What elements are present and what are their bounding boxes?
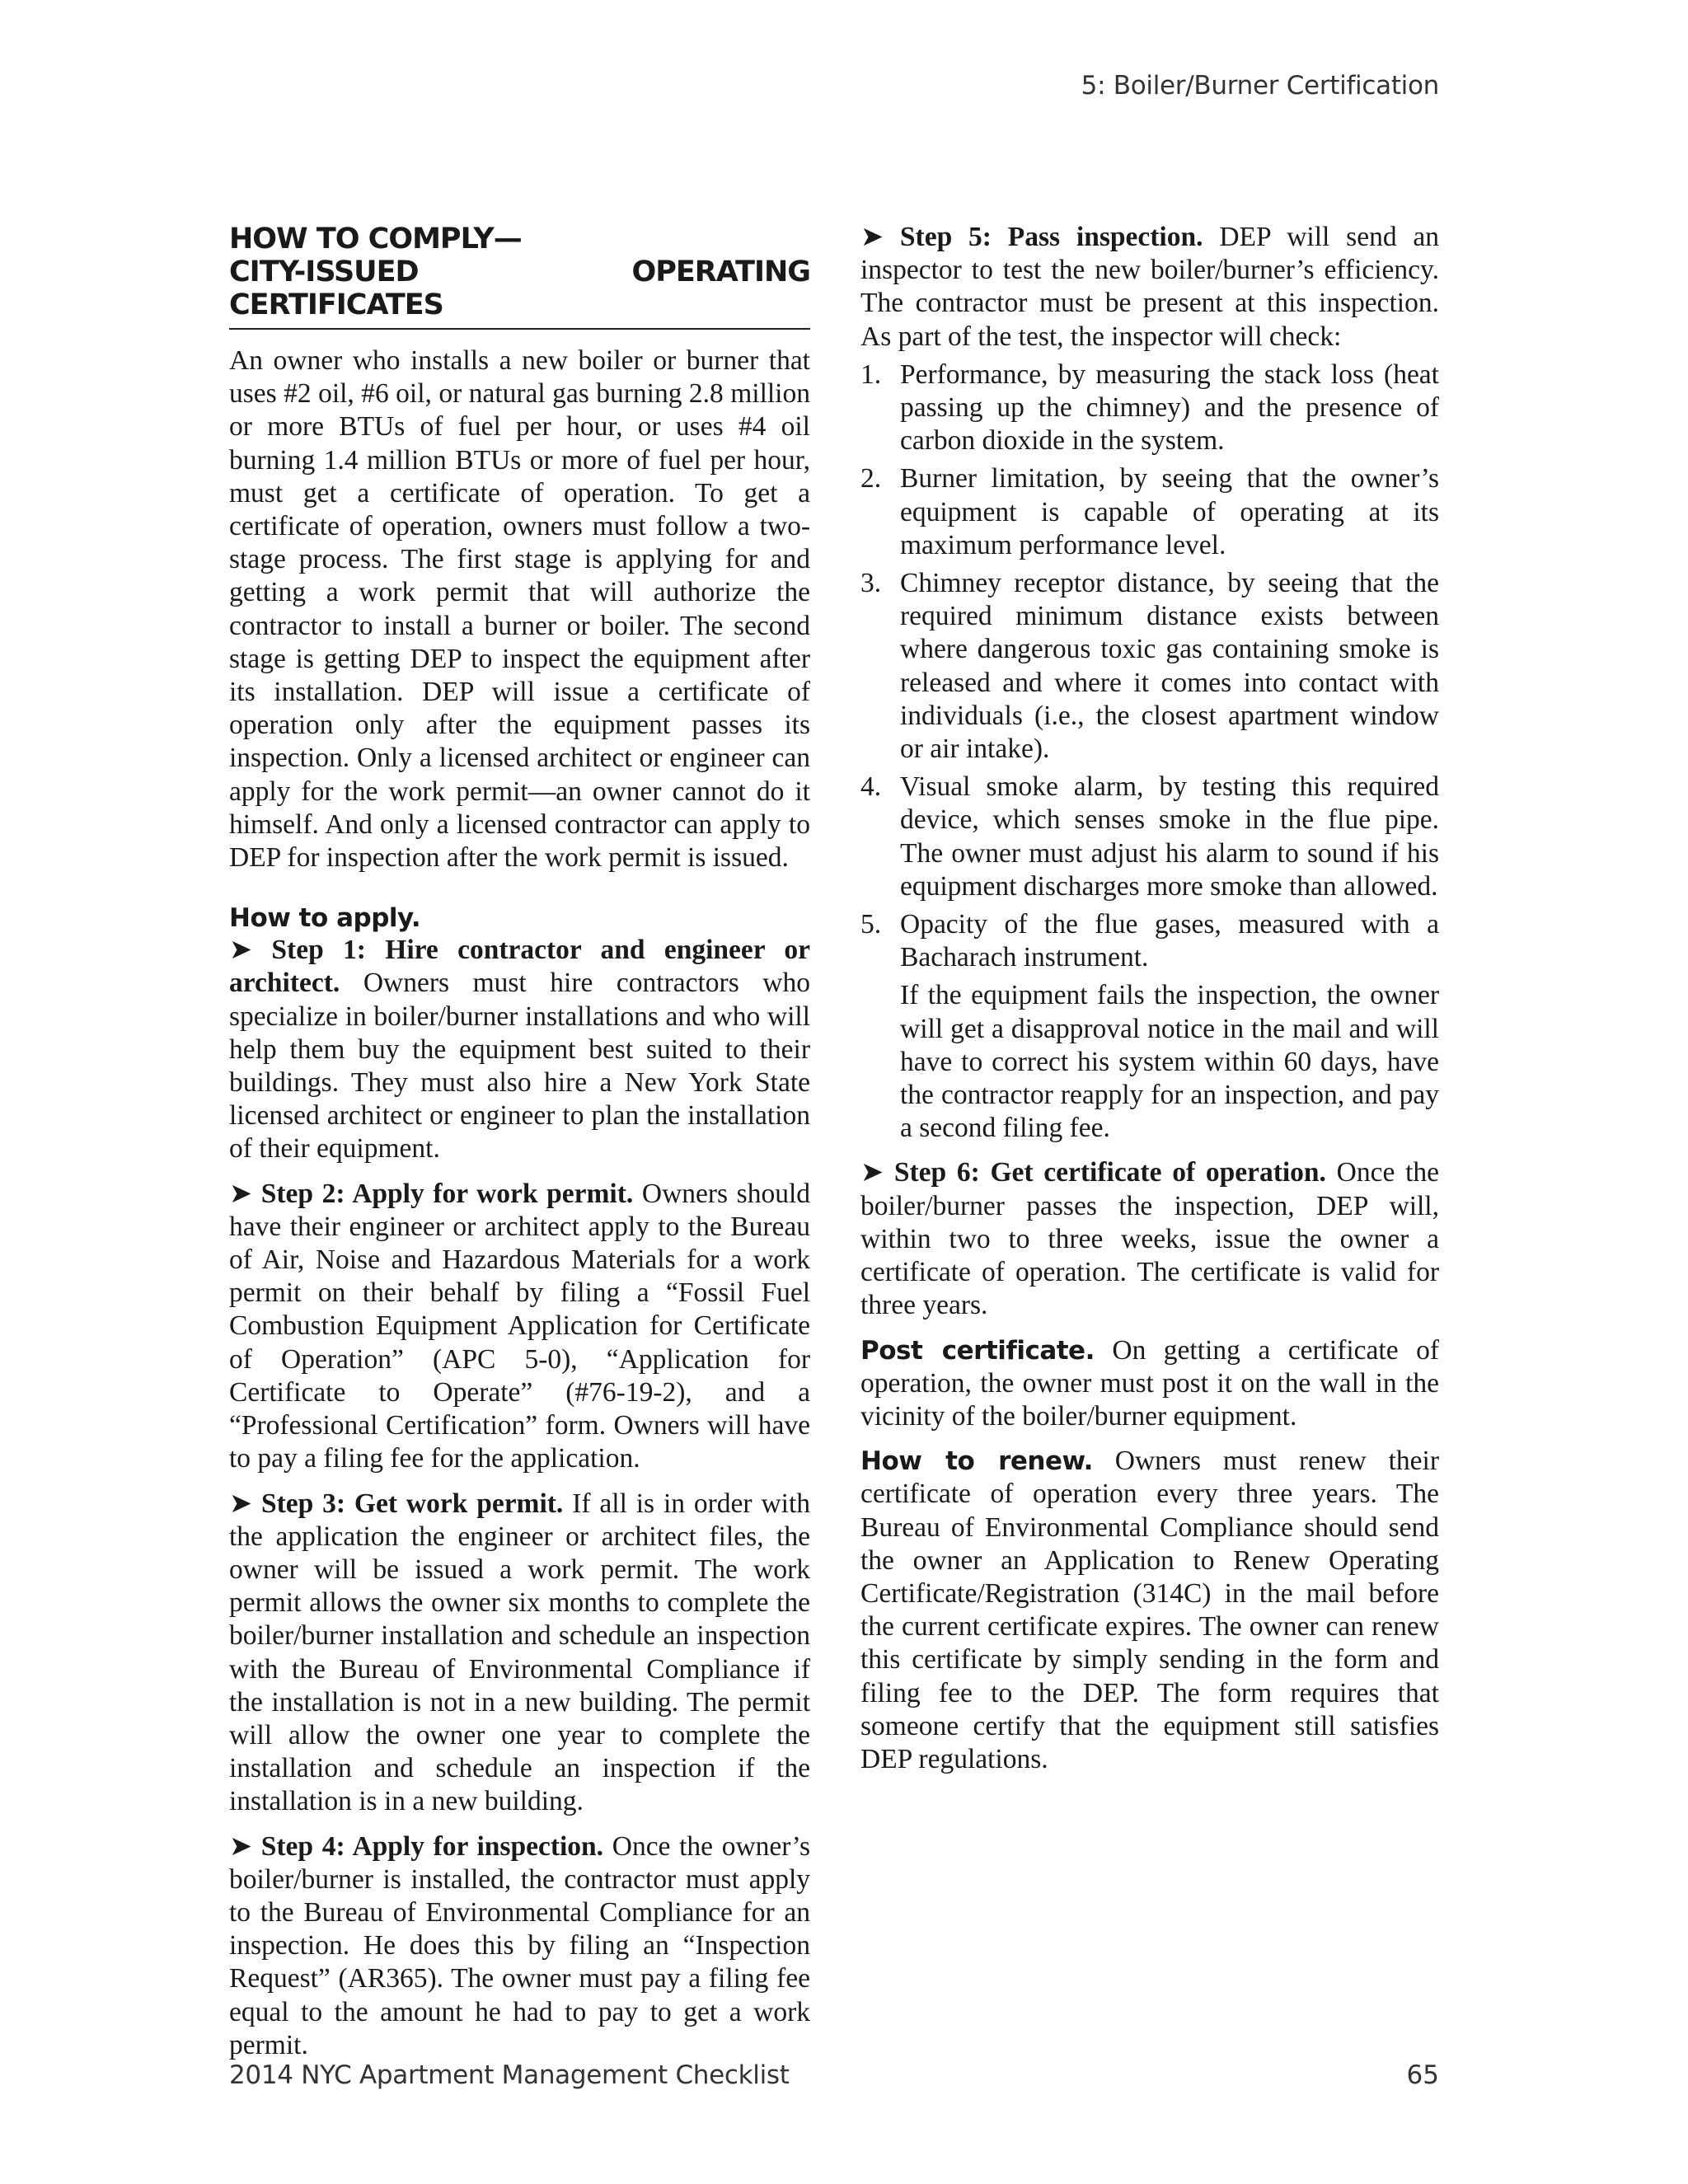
list-number: 5. — [860, 909, 882, 940]
section-title — [229, 223, 810, 330]
left-column — [229, 223, 810, 2062]
step-6 — [860, 1156, 1439, 1322]
step-4 — [229, 1830, 810, 2062]
step-label: Step 3: Get work permit. — [260, 1488, 564, 1519]
step-label: Step 4: Apply for inspection. — [260, 1830, 604, 1862]
step-5 — [860, 221, 1439, 354]
list-item — [860, 771, 1439, 903]
how-to-renew-paragraph — [860, 1445, 1439, 1776]
fail-note: If the equipment fails the inspection, the owner will get a disapproval notice in the mail and will have to correct his system within 60 days, have the contractor reapply for an inspection, and pay a second filing fee. — [900, 980, 1439, 1144]
step-label: Step 1: Hire contractor and engineer or architect. — [229, 935, 811, 999]
step-text: Once the boiler/burner passes the inspection, DEP will, within two to three weeks, issue the owner a certificate of operation. The certificate is valid for three years. — [860, 1157, 1439, 1321]
arrow-icon: ➤ — [229, 1178, 253, 1209]
running-head: 5: Boiler/Burner Certification — [1081, 71, 1439, 101]
list-number: 4. — [860, 771, 882, 803]
list-text: Visual smoke alarm, by testing this required device, which senses smoke in the flue pipe. The owner must adjust his alarm to sound if his equipment discharges more smoke than allowed. — [900, 771, 1439, 902]
how-to-apply-heading: How to apply. — [229, 903, 421, 934]
list-item — [860, 462, 1439, 562]
inspection-checklist — [860, 359, 1439, 975]
list-number: 2. — [860, 463, 882, 494]
step-text: DEP will send an inspector to test the new boiler/burner’s efficiency. The contractor must be present at this inspection. As part of the test, the inspector will check: — [860, 222, 1440, 352]
list-number: 1. — [860, 359, 882, 390]
arrow-icon: ➤ — [860, 222, 884, 252]
list-item — [860, 359, 1439, 458]
step-text: Owners should have their engineer or architect apply to the Bureau of Air, Noise and Hazardous Materials for a work permit on their behalf by filing a “Fossil Fuel Combustion Equipment Application for Certificate of Operation” (APC 5-0), “Application for Certificate to Operate” (#76-19-2), and a “Professional Certification” form. Owners will have to pay a filing fee for the application. — [229, 1178, 811, 1474]
list-text: Chimney receptor distance, by seeing that the required minimum distance exists between where dangerous toxic gas containing smoke is released and where it comes into contact with individuals (i.e., the closest apartment window or air intake). — [900, 568, 1439, 765]
step-2 — [229, 1178, 810, 1476]
how-to-renew-text: Owners must renew their certificate of operation every three years. The Bureau of Environmental Compliance should send the owner an Application to Renew Operating Certificate/Registration (314C) in the mail before the current certificate expires. The owner can renew this certificate by simply sending in the form and filing fee to the DEP. The form requires that someone certify that the equipment still satisfies DEP regulations. — [860, 1446, 1439, 1774]
post-certificate-heading: Post certificate. — [860, 1335, 1095, 1366]
step-label: Step 6: Get certificate of operation. — [893, 1157, 1326, 1188]
page-number: 65 — [1406, 2060, 1439, 2090]
list-item — [860, 567, 1439, 766]
step-label: Step 5: Pass inspection. — [899, 222, 1203, 252]
footer-publication-title: 2014 NYC Apartment Management Checklist — [229, 2060, 790, 2090]
step-text: Owners must hire contractors who specialize in boiler/burner installations and who will help them buy the equipment best suited to their buildings. They must also hire a New York State licensed architect or engineer to plan the installation of their equipment. — [229, 968, 810, 1165]
post-certificate-paragraph — [860, 1334, 1439, 1434]
arrow-icon: ➤ — [860, 1157, 884, 1188]
list-text: Performance, by measuring the stack loss (heat passing up the chimney) and the presence of carbon dioxide in the system. — [900, 359, 1439, 457]
section-title-line-1: HOW TO COMPLY— — [229, 223, 522, 255]
arrow-icon: ➤ — [229, 1488, 253, 1519]
step-1 — [229, 934, 810, 1165]
section-title-line-2: CITY-ISSUED OPERATING CERTIFICATES — [229, 255, 810, 321]
how-to-renew-heading: How to renew. — [860, 1446, 1093, 1477]
step-text: Once the owner’s boiler/burner is installed, the contractor must apply to the Bureau of Environmental Compliance for an inspection. He does this by filing an “Inspection Request” (AR365). The owner must pay a filing fee equal to the amount he had to pay to get a work permit. — [229, 1830, 811, 2060]
step-3 — [229, 1488, 810, 1819]
arrow-icon: ➤ — [229, 935, 253, 966]
list-item — [860, 908, 1439, 974]
intro-paragraph: An owner who installs a new boiler or burner that uses #2 oil, #6 oil, or natural gas burning 2.8 million or more BTUs of fuel per hour, or uses #4 oil burning 1.4 million BTUs or more of fuel per hour, must get a certificate of operation. To get a certificate of operation, owners must follow a two-stage process. The first stage is applying for and getting a work permit that will authorize the contractor to install a burner or boiler. The second stage is getting DEP to inspect the equipment after its installation. DEP will issue a certificate of operation only after the equipment passes its inspection. Only a licensed architect or engineer can apply for the work permit—an owner cannot do it himself. And only a licensed contractor can apply to DEP for inspection after the work permit is issued. — [229, 345, 810, 874]
list-text: Burner limitation, by seeing that the owner’s equipment is capable of operating at its maximum performance level. — [900, 463, 1439, 560]
arrow-icon: ➤ — [229, 1830, 253, 1862]
right-column — [860, 221, 1439, 1776]
list-text: Opacity of the flue gases, measured with a Bacharach instrument. — [900, 909, 1439, 973]
list-number: 3. — [860, 568, 882, 599]
step-text: If all is in order with the application the engineer or architect files, the owner will be issued a work permit. The work permit allows the owner six months to complete the boiler/burner installation and schedule an inspection with the Bureau of Environmental Compliance if the installation is not in a new building. The permit will allow the owner one year to complete the installation and schedule an inspection if the installation is in a new building. — [229, 1488, 811, 1817]
post-certificate-text: On getting a certificate of operation, the owner must post it on the wall in the vicinity of the boiler/burner equipment. — [860, 1334, 1439, 1432]
step-label: Step 2: Apply for work permit. — [260, 1178, 634, 1209]
